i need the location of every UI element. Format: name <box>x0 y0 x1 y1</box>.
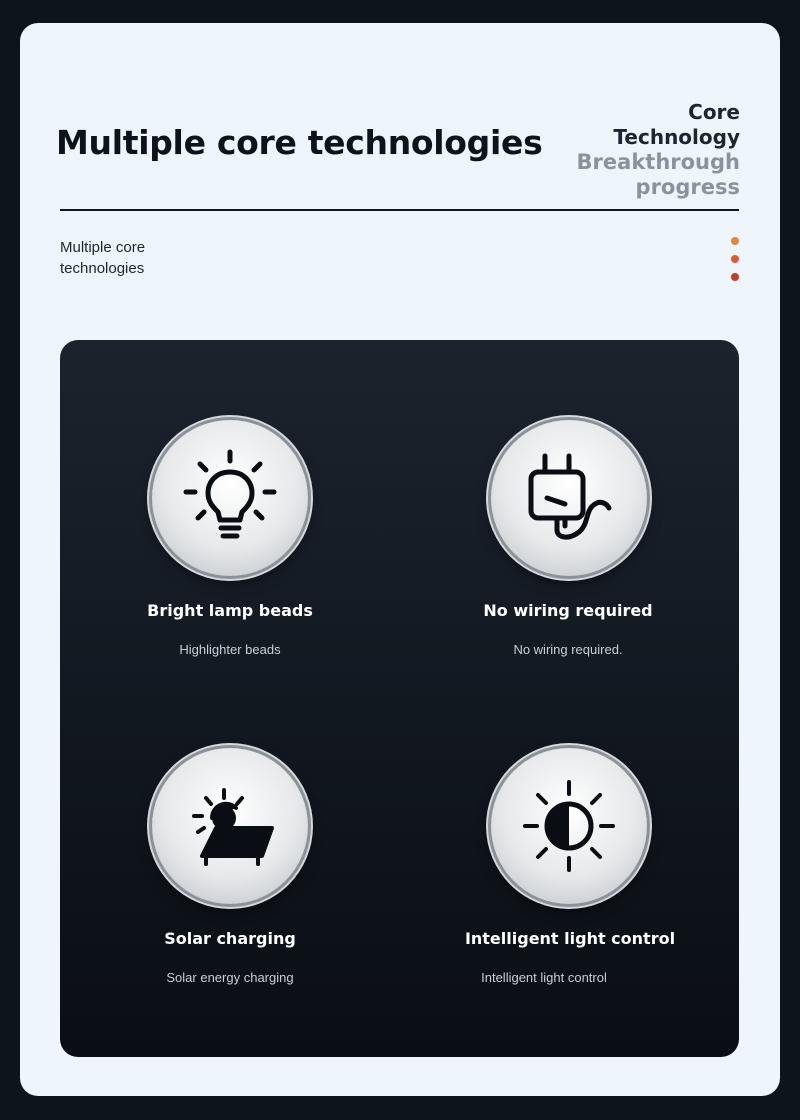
feature-description: Highlighter beads <box>179 642 281 657</box>
divider <box>60 209 739 211</box>
feature-description: No wiring required. <box>513 642 623 657</box>
feature-intelligent-light-control <box>440 748 740 988</box>
feature-label: Intelligent light control <box>464 929 676 948</box>
content-card <box>20 23 780 1096</box>
feature-description: Intelligent light control <box>481 970 607 985</box>
feature-label: Bright lamp beads <box>147 601 313 620</box>
features-panel <box>60 340 739 1057</box>
side-heading-line: Core <box>688 100 740 124</box>
page-title: Multiple core technologies <box>56 123 543 162</box>
dot <box>731 255 739 263</box>
light-control-icon <box>491 748 647 904</box>
feature-label: Solar charging <box>164 929 296 948</box>
light-bulb-icon <box>152 420 308 576</box>
feature-description: Solar energy charging <box>166 970 294 985</box>
feature-bright-lamp-beads <box>80 420 380 660</box>
decorative-dots <box>731 237 740 291</box>
solar-panel-icon <box>152 748 308 904</box>
subtitle: Multiple core technologies <box>60 239 146 277</box>
feature-no-wiring <box>418 420 718 660</box>
side-heading-line: Breakthrough <box>576 150 740 174</box>
side-heading <box>577 100 740 200</box>
plug-icon <box>491 420 647 576</box>
side-heading-line: progress <box>635 175 740 199</box>
side-heading-line: Technology <box>613 125 740 149</box>
feature-label: No wiring required <box>483 601 653 620</box>
dot <box>731 273 739 281</box>
dot <box>731 237 739 245</box>
feature-solar-charging <box>80 748 380 988</box>
